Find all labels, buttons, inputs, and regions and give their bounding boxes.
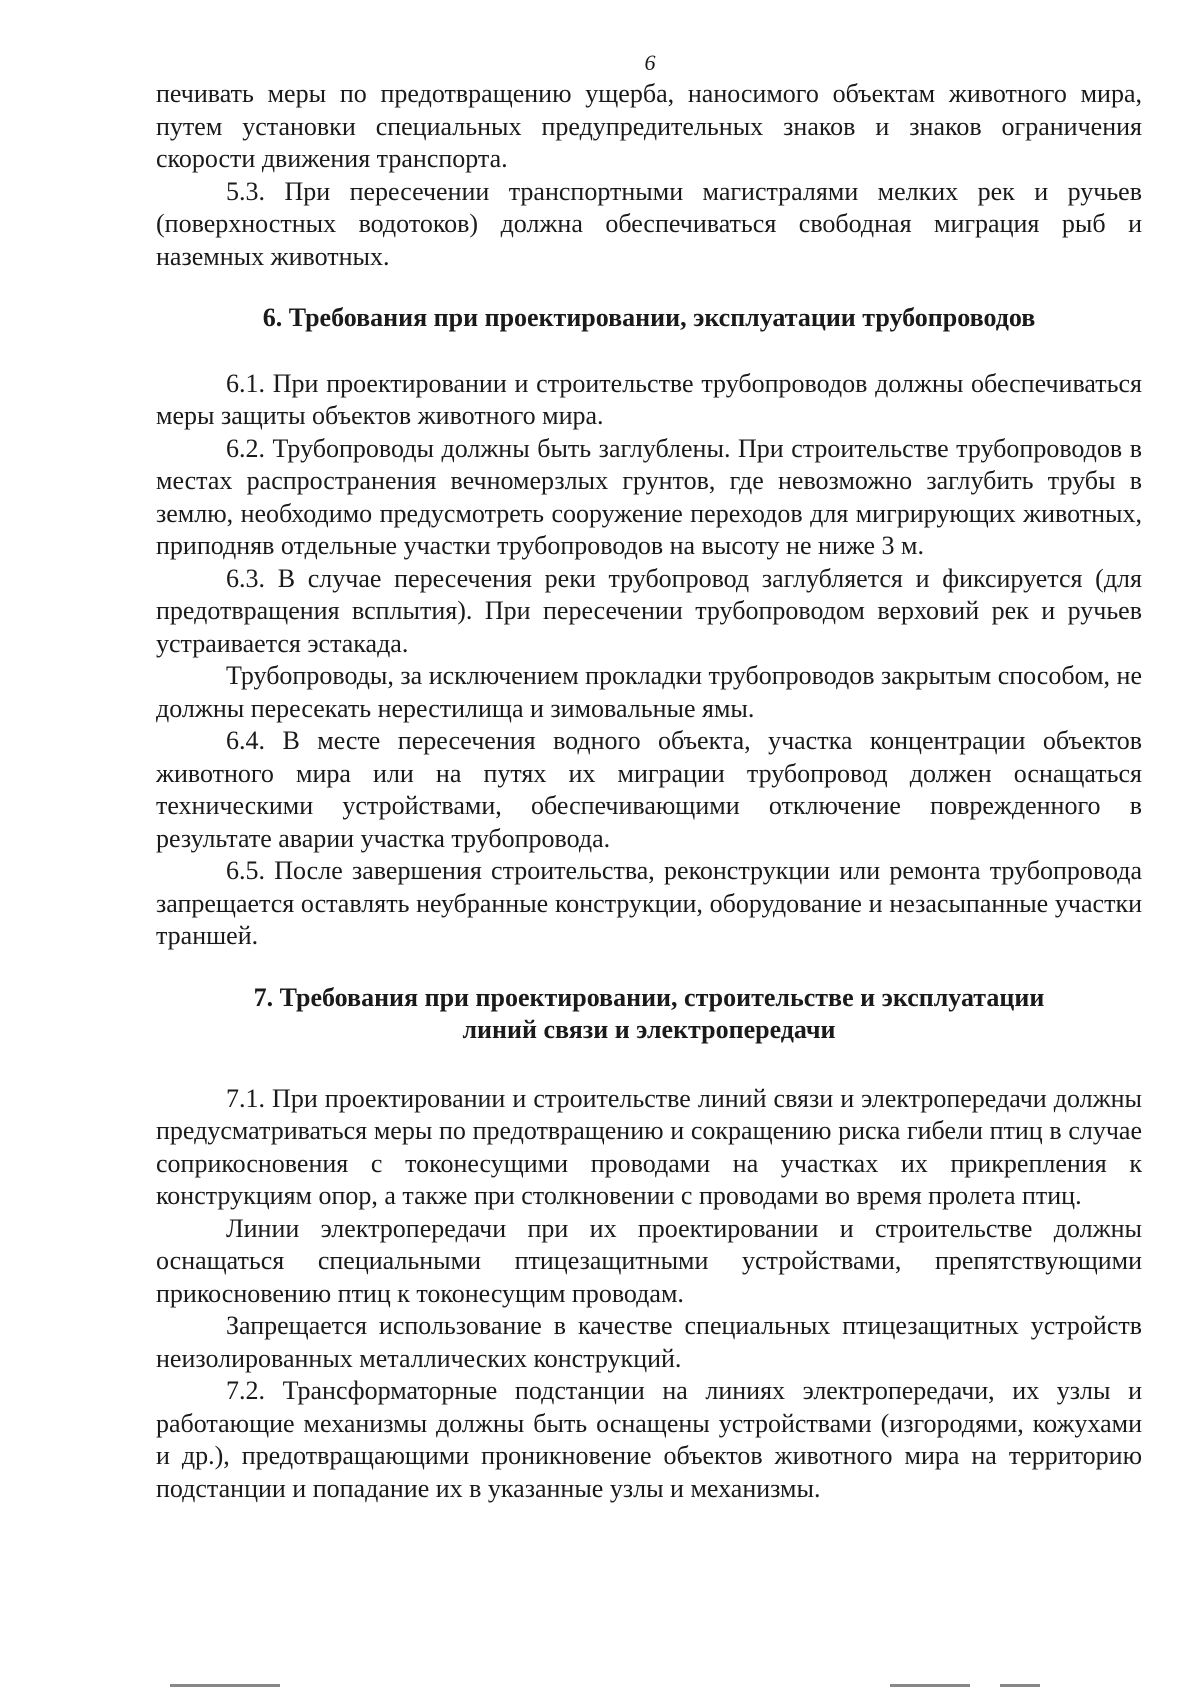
section-heading-7-line-2: линий связи и электропередачи [462,1015,836,1044]
scan-mark [890,1684,970,1687]
paragraph-7-1-birds-devices: Линии электропередачи при их проектировании и строительстве должны оснащаться специальными птицезащитными устройствами, препятствующими прикосновению птиц к токонесущим проводам. [156,1213,1142,1308]
paragraph-7-1-prohibition: Запрещается использование в качестве специальных птицезащитных устройств неизолированных металлических конструкций. [156,1311,1142,1373]
paragraph-6-4: 6.4. В месте пересечения водного объекта, участка концентрации объектов животного мира или на путях их миграции трубопровод должен оснащаться техническими устройствами, обеспечивающими отключение поврежденного в результате аварии участка трубопровода. [156,726,1142,853]
paragraph-6-5: 6.5. После завершения строительства, реконструкции или ремонта трубопровода запрещается оставлять неубранные конструкции, оборудование и незасыпанные участки траншей. [156,856,1142,950]
scan-artifact-marks [170,1684,1070,1690]
scan-mark [170,1684,280,1687]
spacer [156,335,1142,368]
paragraph-continuation: печивать меры по предотвращению ущерба, наносимого объектам животного мира, путем установки специальных предупредительных знаков и знаков ограничения скорости движения транспорта. [156,79,1142,173]
section-heading-7 [156,982,1142,1047]
spacer [156,273,1142,302]
spacer [156,1047,1142,1083]
paragraph-7-2: 7.2. Трансформаторные подстанции на линиях электропередачи, их узлы и работающие механизмы должны быть оснащены устройствами (изгородями, кожухами и др.), предотвращающими проникновение объектов животного мира на территорию подстанции и попадание их в указанные узлы и механизмы. [156,1376,1142,1503]
paragraph-6-1: 6.1. При проектировании и строительстве трубопроводов должны обеспечиваться меры защиты объектов животного мира. [156,368,1142,430]
section-heading-6: 6. Требования при проектировании, эксплуатации трубопроводов [262,303,1036,332]
document-body [156,78,1142,1505]
scan-mark [1000,1684,1040,1687]
paragraph-7-1: 7.1. При проектировании и строительстве линий связи и электропередачи должны предусматриваться меры по предотвращению и сокращению риска гибели птиц в случае соприкосновения с токонесущими проводами на участках их прикрепления к конструкциям опор, а также при столкновении с проводами во время пролета птиц. [156,1083,1142,1210]
paragraph-6-3-continued: Трубопроводы, за исключением прокладки трубопроводов закрытым способом, не должны пересекать нерестилища и зимовальные ямы. [156,661,1142,723]
spacer [156,953,1142,982]
page-number: 6 [644,50,656,75]
paragraph-6-3: 6.3. В случае пересечения реки трубопровод заглубляется и фиксируется (для предотвращения всплытия). При пересечении трубопроводом верховий рек и ручьев устраивается эстакада. [156,563,1142,658]
paragraph-5-3: 5.3. При пересечении транспортными магистралями мелких рек и ручьев (поверхностных водотоков) должна обеспечиваться свободная миграция рыб и наземных животных. [156,176,1142,271]
section-heading-7-line-1: 7. Требования при проектировании, строительстве и эксплуатации [253,982,1045,1012]
paragraph-6-2: 6.2. Трубопроводы должны быть заглублены. При строительстве трубопроводов в местах распространения вечномерзлых грунтов, где невозможно заглубить трубы в землю, необходимо предусмотреть сооружение переходов для мигрирующих животных, приподняв отдельные участки трубопроводов на высоту не ниже 3 м. [156,433,1142,560]
